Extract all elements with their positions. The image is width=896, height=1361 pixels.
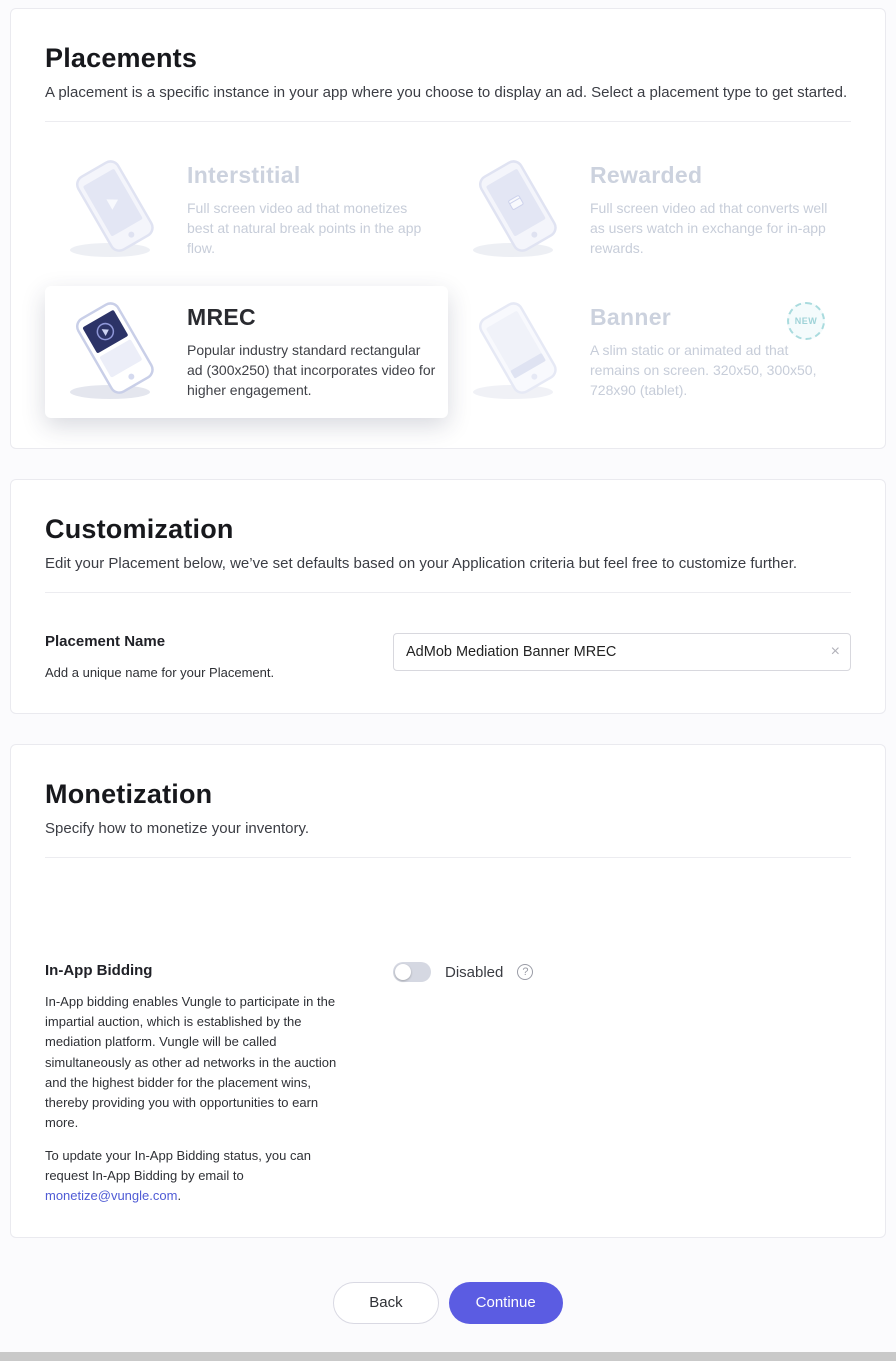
divider [45, 857, 851, 858]
continue-button[interactable]: Continue [449, 1282, 563, 1324]
monetize-email-link[interactable]: monetize@vungle.com [45, 1188, 178, 1204]
monetization-subtitle: Specify how to monetize your inventory. [45, 820, 310, 838]
customization-subtitle: Edit your Placement below, we’ve set defaults based on your Application criteria but feel free to customize further. [45, 555, 798, 572]
toggle-knob [395, 964, 411, 980]
placement-name-labels [45, 633, 393, 683]
placement-name-input[interactable] [393, 633, 851, 671]
banner-description: A slim static or animated ad that remains on screen. 320x50, 300x50, 728x90 (tablet). [590, 341, 817, 399]
divider [45, 592, 851, 593]
in-app-bidding-toggle[interactable] [393, 962, 431, 982]
monetization-title: Monetization [45, 779, 213, 810]
rewarded-description: Full screen video ad that converts well as users watch in exchange for in-app rewards. [590, 199, 828, 257]
mrec-phone-icon [57, 302, 175, 402]
placement-option-rewarded[interactable] [448, 144, 851, 276]
placement-option-banner[interactable] [448, 286, 851, 418]
placements-title: Placements [45, 43, 198, 73]
banner-title: Banner [590, 303, 672, 330]
divider [45, 121, 851, 122]
mrec-title: MREC [187, 303, 256, 330]
interstitial-text [187, 162, 436, 259]
rewarded-phone-icon [460, 160, 578, 260]
in-app-bidding-description: In-App bidding enables Vungle to participate in the impartial auction, which is established by the mediation platform. Vungle will be called simultaneously as other ad networks in the auction and the highest bidder for the placement wins, thereby providing you with opportunities to earn more. [45, 994, 337, 1130]
back-button[interactable]: Back [333, 1282, 438, 1324]
interstitial-description: Full screen video ad that monetizes best at natural break points in the app flow. [187, 199, 422, 257]
placement-option-interstitial[interactable] [45, 144, 448, 276]
in-app-bidding-note-text: To update your In-App Bidding status, you can request In-App Bidding by email to [45, 1148, 311, 1184]
footer-actions [0, 1282, 896, 1324]
mrec-description: Popular industry standard rectangular ad (300x250) that incorporates video for higher engagement. [187, 341, 436, 399]
placements-subtitle: A placement is a specific instance in your app where you choose to display an ad. Select a placement type to get started. [45, 84, 848, 101]
placement-name-hint: Add a unique name for your Placement. [45, 665, 275, 680]
in-app-bidding-status: Disabled [445, 963, 504, 981]
placement-name-label: Placement Name [45, 633, 166, 650]
customization-section [10, 479, 886, 714]
interstitial-phone-icon [57, 160, 175, 260]
placements-section [10, 8, 886, 449]
interstitial-title: Interstitial [187, 161, 301, 188]
clear-input-icon[interactable]: × [830, 643, 840, 660]
in-app-bidding-row [45, 962, 851, 1206]
help-icon[interactable]: ? [517, 964, 533, 980]
placement-name-control [393, 633, 851, 683]
placement-options-grid [45, 144, 851, 418]
mrec-text [187, 304, 436, 401]
rewarded-text [590, 162, 839, 259]
customization-title: Customization [45, 514, 234, 544]
rewarded-title: Rewarded [590, 161, 703, 188]
in-app-bidding-note [45, 1146, 349, 1206]
in-app-bidding-label: In-App Bidding [45, 962, 153, 980]
placement-option-mrec[interactable] [45, 286, 448, 418]
note-period: . [177, 1188, 182, 1204]
in-app-bidding-control [393, 962, 851, 1206]
monetization-section [10, 744, 886, 1237]
placement-name-row [45, 633, 851, 683]
new-badge: NEW [787, 302, 825, 340]
bottom-bar [0, 1352, 896, 1361]
banner-phone-icon [460, 302, 578, 402]
in-app-bidding-labels [45, 962, 393, 1206]
